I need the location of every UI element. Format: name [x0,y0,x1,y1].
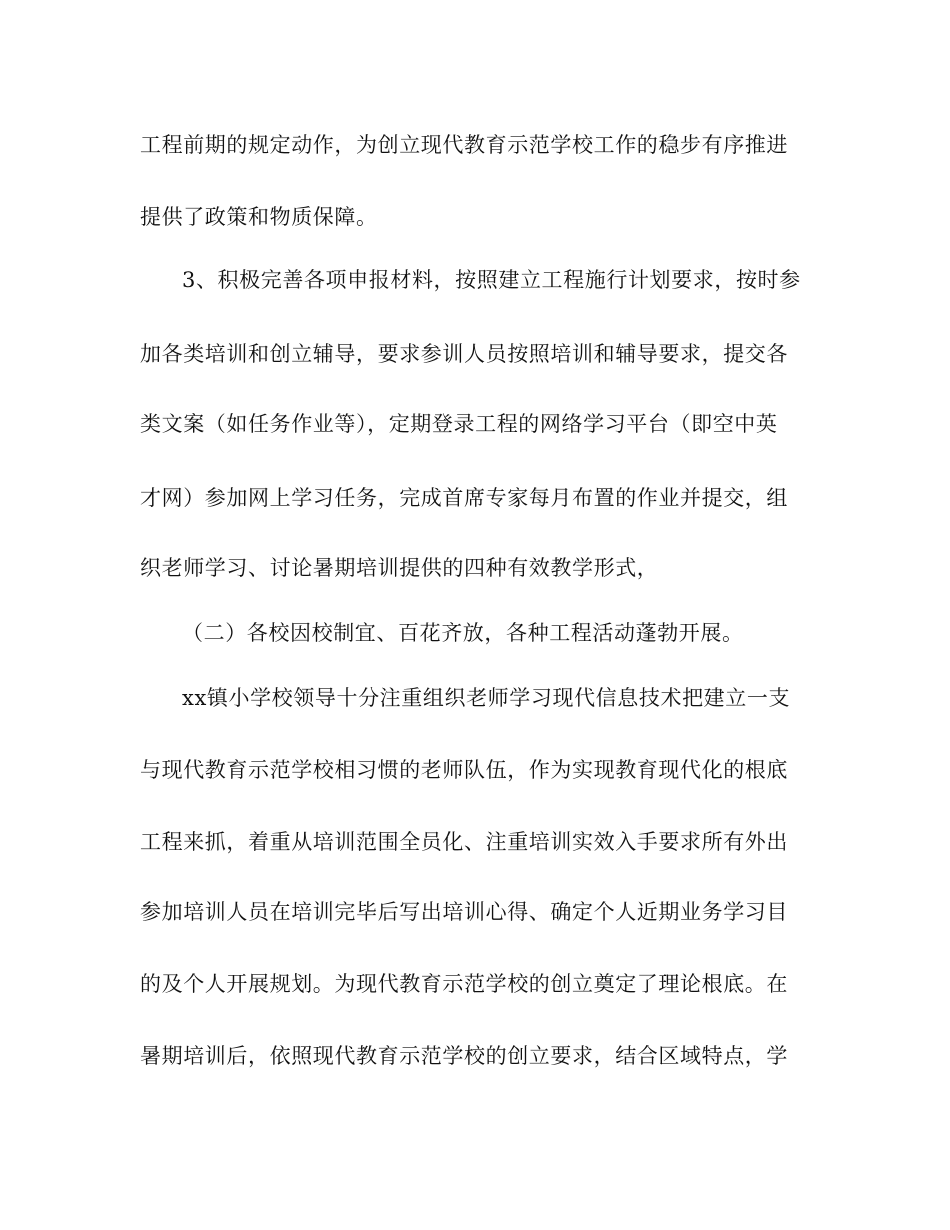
paragraph-line: 织老师学习、讨论暑期培训提供的四种有效教学形式， [140,556,659,580]
paragraph-line: 才网）参加网上学习任务，完成首席专家每月布置的作业并提交，组 [140,486,788,510]
paragraph-line: 工程前期的规定动作，为创立现代教育示范学校工作的稳步有序推进 [140,133,788,157]
paragraph-line: 的及个人开展规划。为现代教育示范学校的创立奠定了理论根底。在 [140,972,788,996]
paragraph-line: 类文案（如任务作业等），定期登录工程的网络学习平台（即空中英 [140,412,778,436]
paragraph-line: 加各类培训和创立辅导，要求参训人员按照培训和辅导要求，提交各 [140,342,788,366]
paragraph-line: 提供了政策和物质保障。 [140,205,378,229]
paragraph-line: 3、积极完善各项申报材料，按照建立工程施行计划要求，按时参 [182,268,801,292]
paragraph-line: 工程来抓，着重从培训范围全员化、注重培训实效入手要求所有外出 [140,830,788,854]
paragraph-line: 暑期培训后，依照现代教育示范学校的创立要求，结合区域特点，学 [140,1044,788,1068]
paragraph-line: xx镇小学校领导十分注重组织老师学习现代信息技术把建立一支 [182,686,791,710]
paragraph-line: 与现代教育示范学校相习惯的老师队伍，作为实现教育现代化的根底 [140,758,788,782]
paragraph-line: 参加培训人员在培训完毕后写出培训心得、确定个人近期业务学习目 [140,900,788,924]
section-heading: （二）各校因校制宜、百花齐放，各种工程活动蓬勃开展。 [182,621,744,645]
